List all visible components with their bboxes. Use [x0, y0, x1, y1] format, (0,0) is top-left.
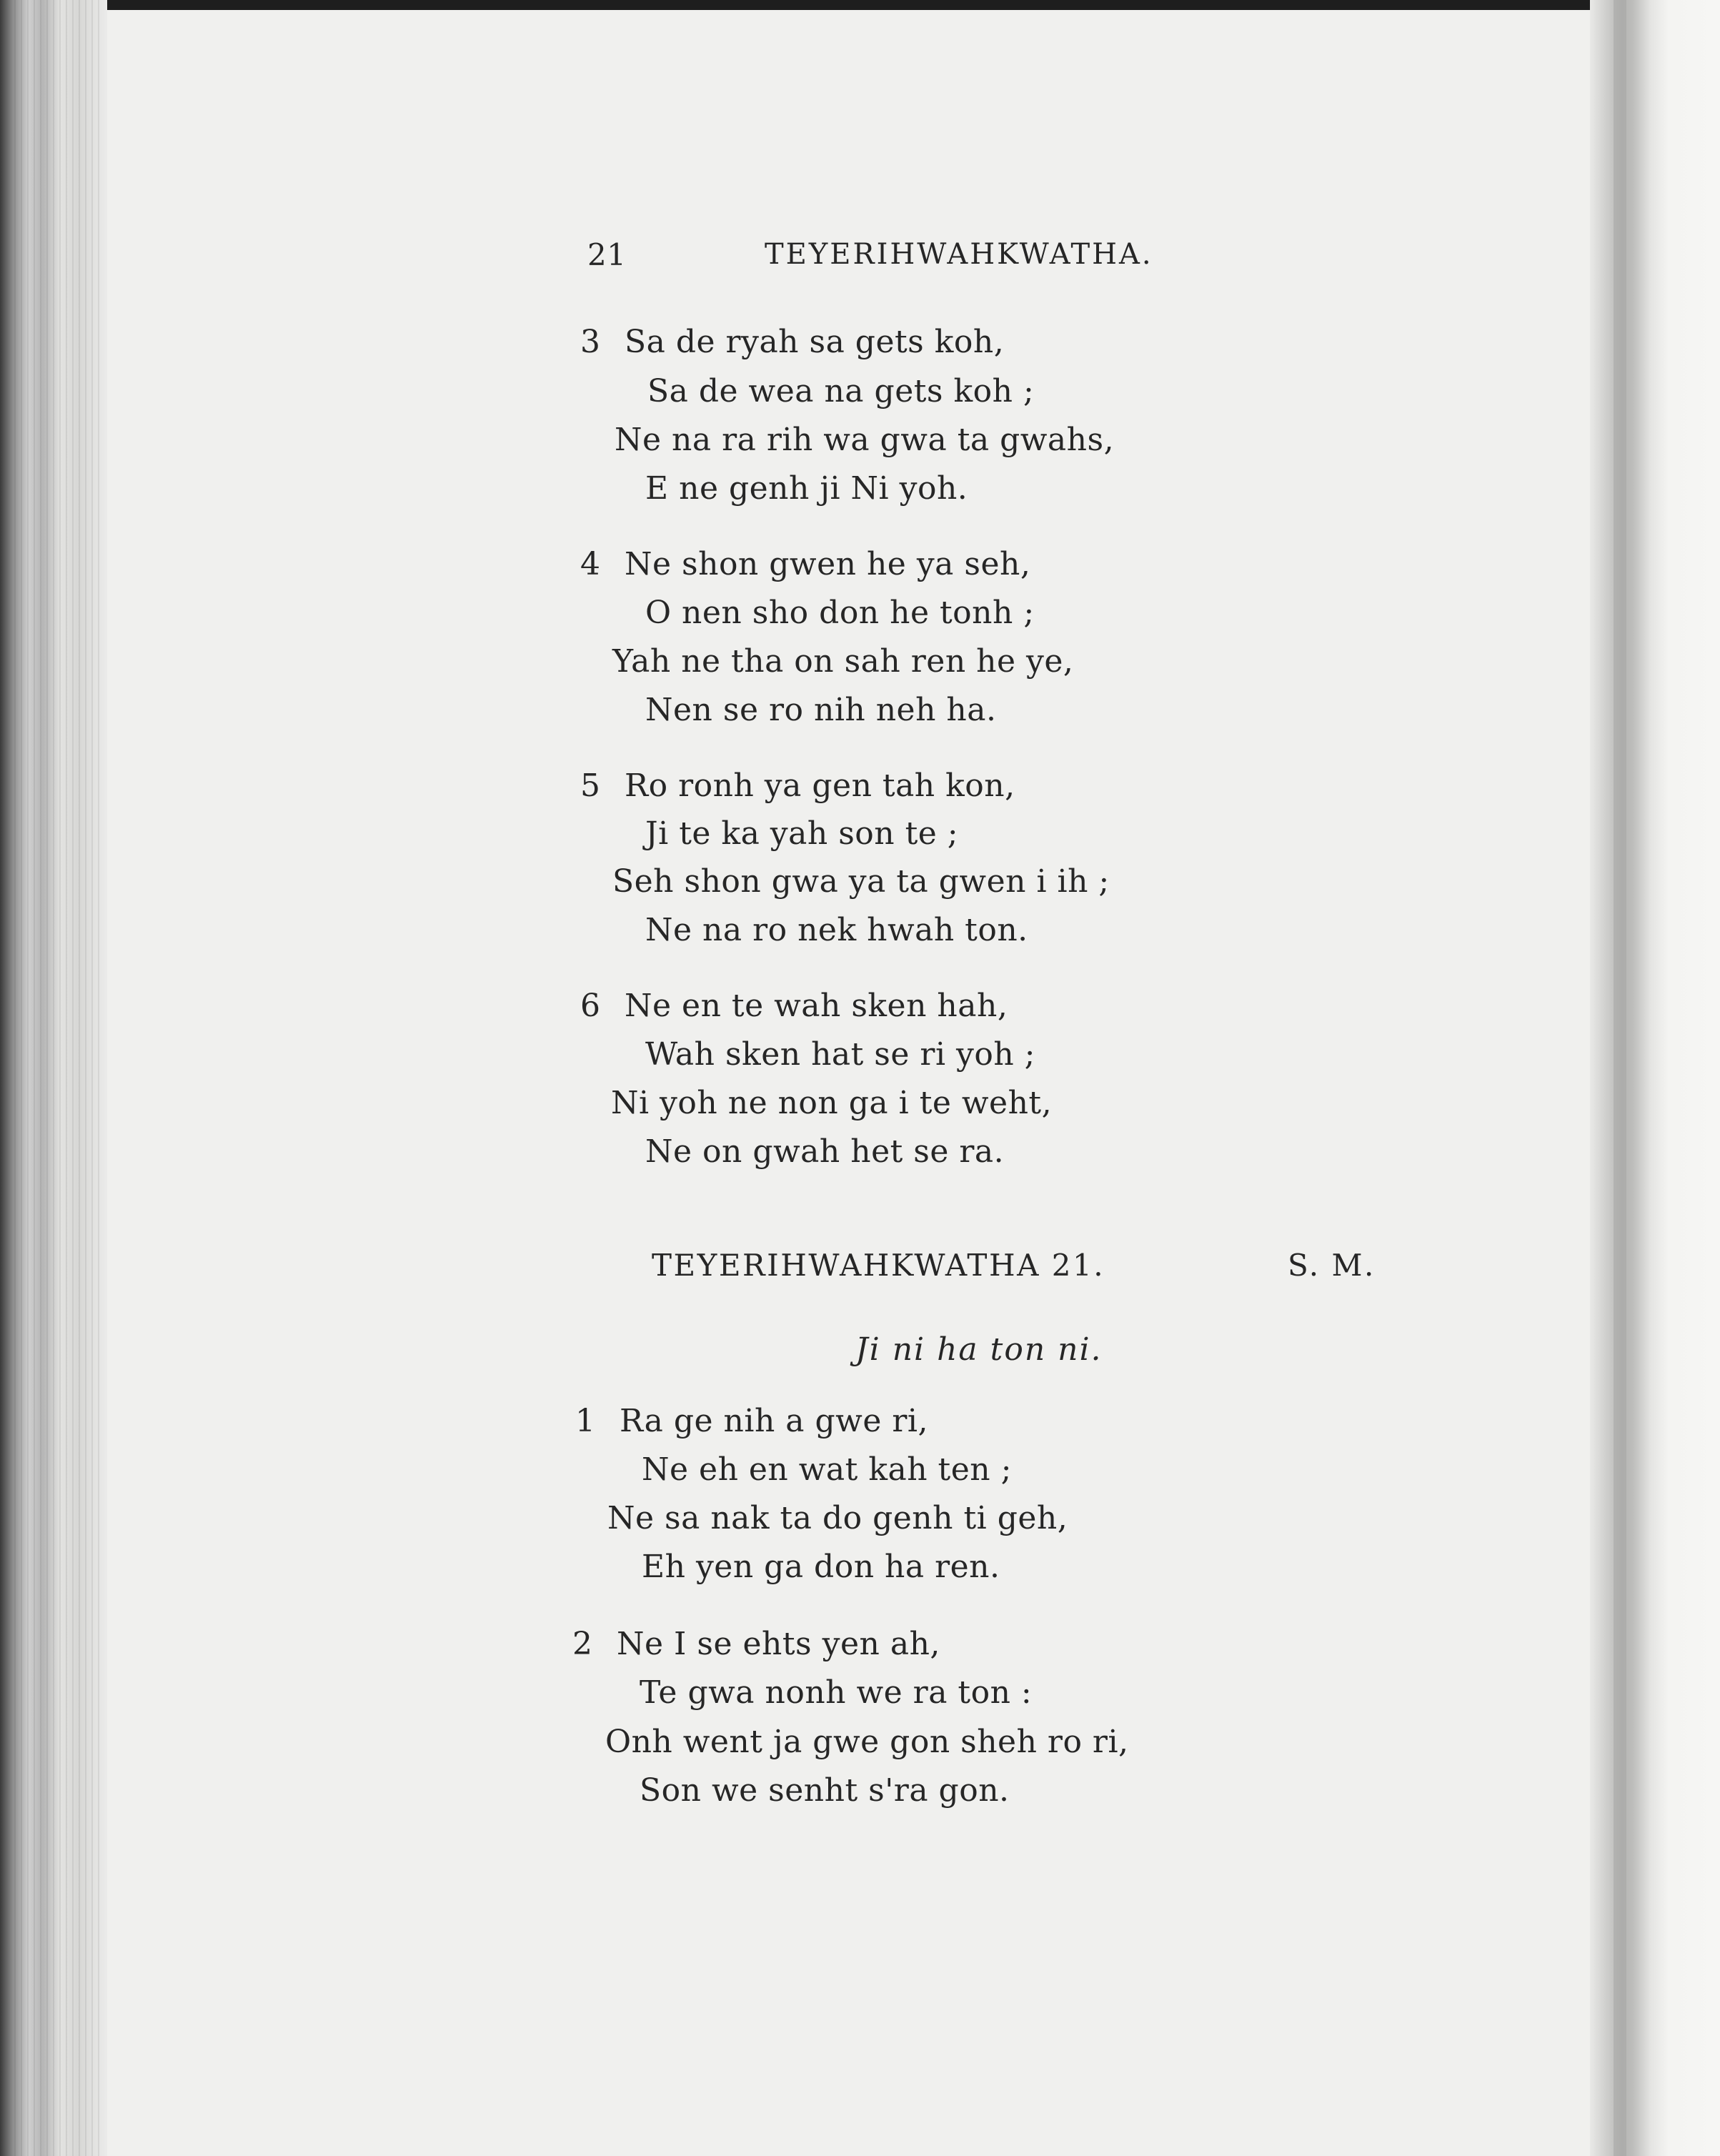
- book-page: [107, 10, 1590, 2156]
- verse-line-2: O nen sho don he tonh ;: [645, 595, 1035, 631]
- verse-line-4: E ne genh ji Ni yoh.: [645, 470, 968, 507]
- verse-text: Sa de ryah sa gets koh,: [625, 324, 1005, 360]
- page-number: 21: [587, 237, 627, 272]
- verse-line-1: [575, 1403, 928, 1439]
- hymn-subtitle: Ji ni ha ton ni.: [855, 1331, 1103, 1368]
- verse-number: 3: [580, 324, 601, 360]
- verse-text: Ro ronh ya gen tah kon,: [625, 767, 1015, 804]
- hymn-title: TEYERIHWAHKWATHA 21.: [652, 1248, 1105, 1283]
- verse-text: Ne I se ehts yen ah,: [617, 1626, 940, 1662]
- book-gutter: [1590, 0, 1720, 2156]
- hymn-heading: [652, 1248, 1376, 1283]
- verse-line-4: Ne on gwah het se ra.: [645, 1133, 1005, 1170]
- verse-line-3: Seh shon gwa ya ta gwen i ih ;: [612, 863, 1110, 900]
- verse-line-4: Son we senht s'ra gon.: [640, 1772, 1010, 1809]
- verse-number: 5: [580, 767, 601, 804]
- verse-line-1: [580, 546, 1031, 582]
- verse-line-2: Ne eh en wat kah ten ;: [642, 1451, 1012, 1488]
- verse-line-1: [580, 990, 1008, 1022]
- verse-text: Ra ge nih a gwe ri,: [620, 1403, 928, 1439]
- verse-line-2: Te gwa nonh we ra ton :: [640, 1674, 1033, 1711]
- scan-top-edge: [0, 0, 1720, 10]
- verse-line-2: Sa de wea na gets koh ;: [647, 373, 1035, 409]
- hymn-meter: S. M.: [1288, 1248, 1376, 1283]
- verse-line-1: [580, 324, 1005, 360]
- verse-line-1: [580, 767, 1015, 804]
- verse-number: 2: [572, 1626, 593, 1662]
- verse-line-4: Eh yen ga don ha ren.: [642, 1549, 1000, 1585]
- verse-line-3: Ni yoh ne non ga i te weht,: [611, 1085, 1053, 1121]
- verse-number: 4: [580, 546, 601, 582]
- verse-line-3: Ne sa nak ta do genh ti geh,: [607, 1500, 1068, 1536]
- verse-number: 1: [575, 1403, 596, 1439]
- verse-text: Ne shon gwen he ya seh,: [625, 546, 1031, 582]
- gutter-shadow: [1614, 0, 1626, 2156]
- verse-text: Ne en te wah sken hah,: [625, 988, 1008, 1024]
- verse-number: 6: [580, 988, 601, 1024]
- verse-line-2: Wah sken hat se ri yoh ;: [645, 1036, 1035, 1073]
- verse-line-1: [572, 1626, 940, 1662]
- verse-line-3: Yah ne tha on sah ren he ye,: [612, 643, 1074, 680]
- verse-line-3: Onh went ja gwe gon sheh ro ri,: [605, 1724, 1129, 1760]
- verse-line-3: Ne na ra rih wa gwa ta gwahs,: [615, 422, 1115, 458]
- verse-line-4: Ne na ro nek hwah ton.: [645, 912, 1028, 948]
- page-edges: [14, 0, 100, 2156]
- running-title: TEYERIHWAHKWATHA.: [765, 238, 1153, 271]
- verse-line-2: Ji te ka yah son te ;: [645, 815, 959, 852]
- verse-line-4: Nen se ro nih neh ha.: [645, 692, 997, 728]
